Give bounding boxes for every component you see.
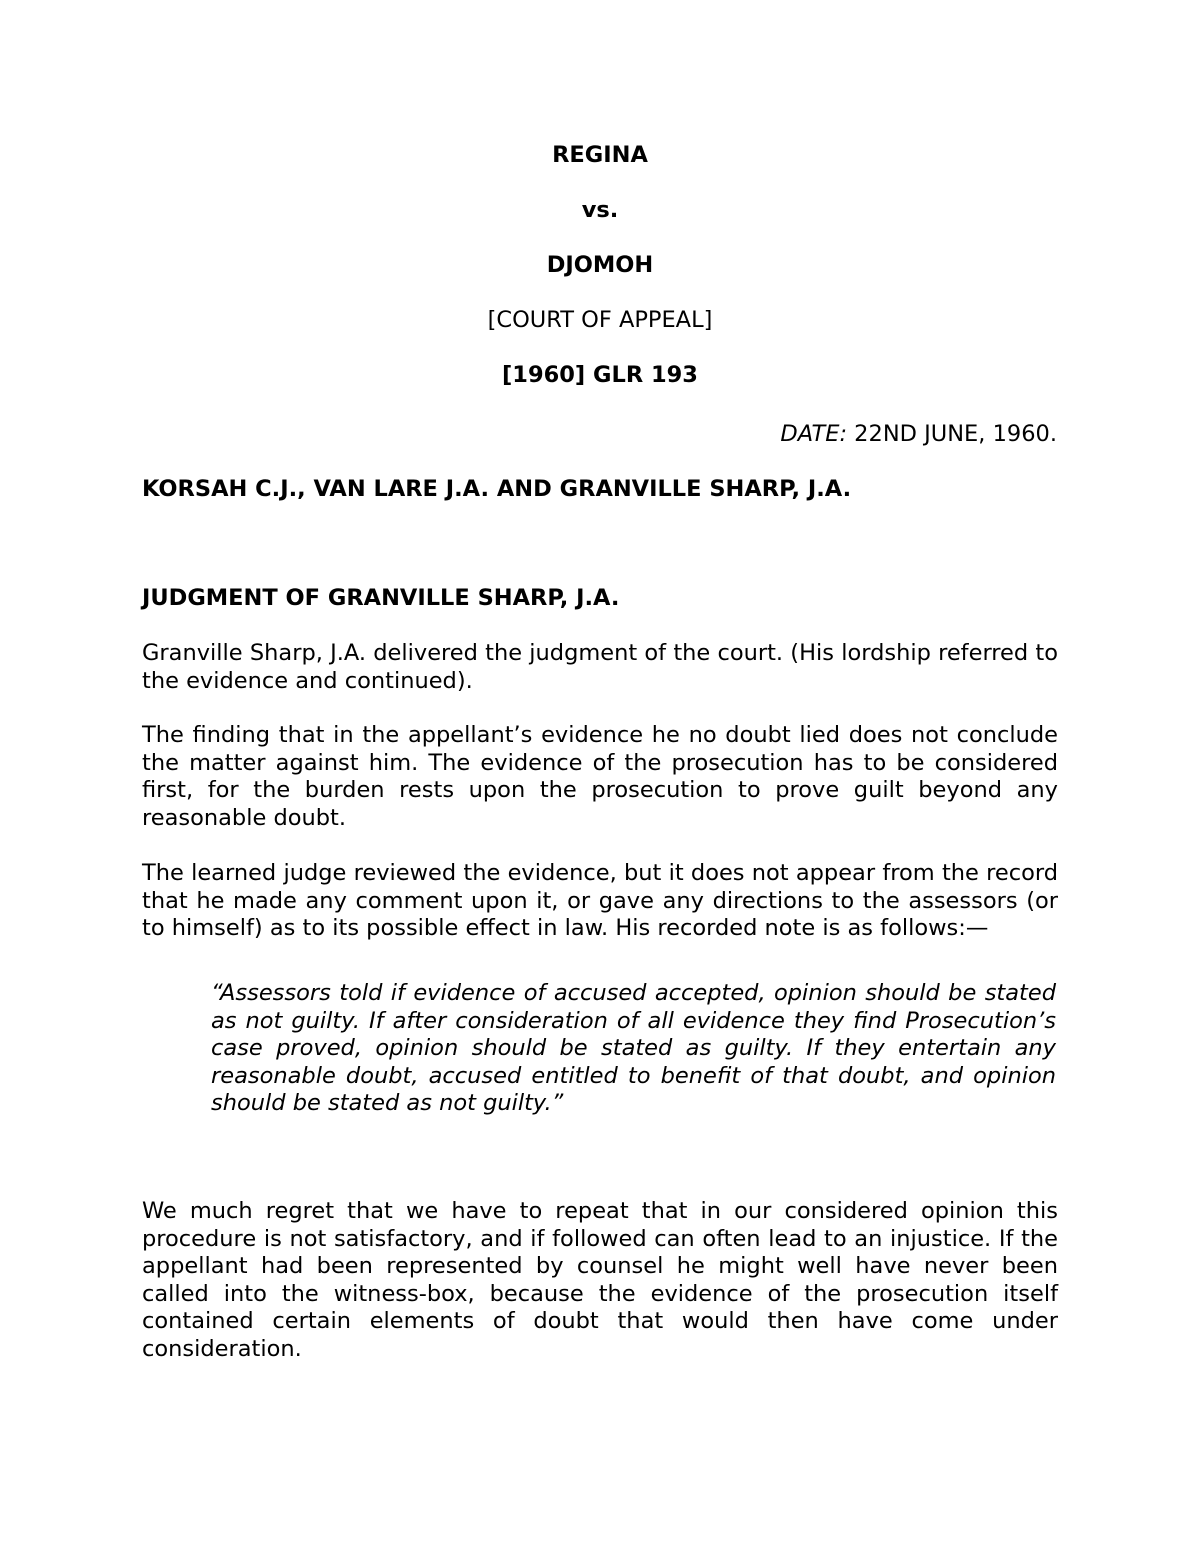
party-two: DJOMOH [546, 252, 654, 278]
recorded-note-quote: “Assessors told if evidence of accused accepted, opinion should be stated as not guilty. If after consideration of all evidence they find Prosecution’s case proved, opinion should be stated as guilty. If they entertain any reasonable doubt, accused entitled to benefit of that doubt, and opinion should be stated as not guilty.” [211, 980, 1056, 1116]
date-value: 22ND JUNE, 1960. [847, 421, 1057, 447]
paragraph-intro: Granville Sharp, J.A. delivered the judgment of the court. (His lordship referred to the evidence and continued). [142, 640, 1058, 694]
court-name: [COURT OF APPEAL] [487, 307, 713, 333]
paragraph-finding: The finding that in the appellant’s evidence he no doubt lied does not conclude the matter against him. The evidence of the prosecution has to be considered first, for the burden rests upon the prosecution to prove guilt beyond any reasonable doubt. [142, 722, 1058, 831]
paragraph-closing: We much regret that we have to repeat that in our considered opinion this procedure is not satisfactory, and if followed can often lead to an injustice. If the appellant had been represented by counsel he might well have never been called into the witness-box, because the evidence of the prosecution itself contained certain elements of doubt that would then have come under consideration. [142, 1198, 1058, 1362]
judges-line: KORSAH C.J., VAN LARE J.A. AND GRANVILLE SHARP, J.A. [142, 476, 852, 502]
paragraph-review: The learned judge reviewed the evidence, but it does not appear from the record that he made any comment upon it, or gave any directions to the assessors (or to himself) as to its possible effect in law. His recorded note is as follows:— [142, 860, 1058, 941]
judgment-heading: JUDGMENT OF GRANVILLE SHARP, J.A. [142, 585, 620, 611]
versus-label: vs. [581, 197, 619, 223]
judgment-date [780, 421, 1057, 449]
date-label: DATE: [780, 421, 848, 447]
citation: [1960] GLR 193 [502, 362, 698, 388]
party-one: REGINA [552, 142, 648, 168]
